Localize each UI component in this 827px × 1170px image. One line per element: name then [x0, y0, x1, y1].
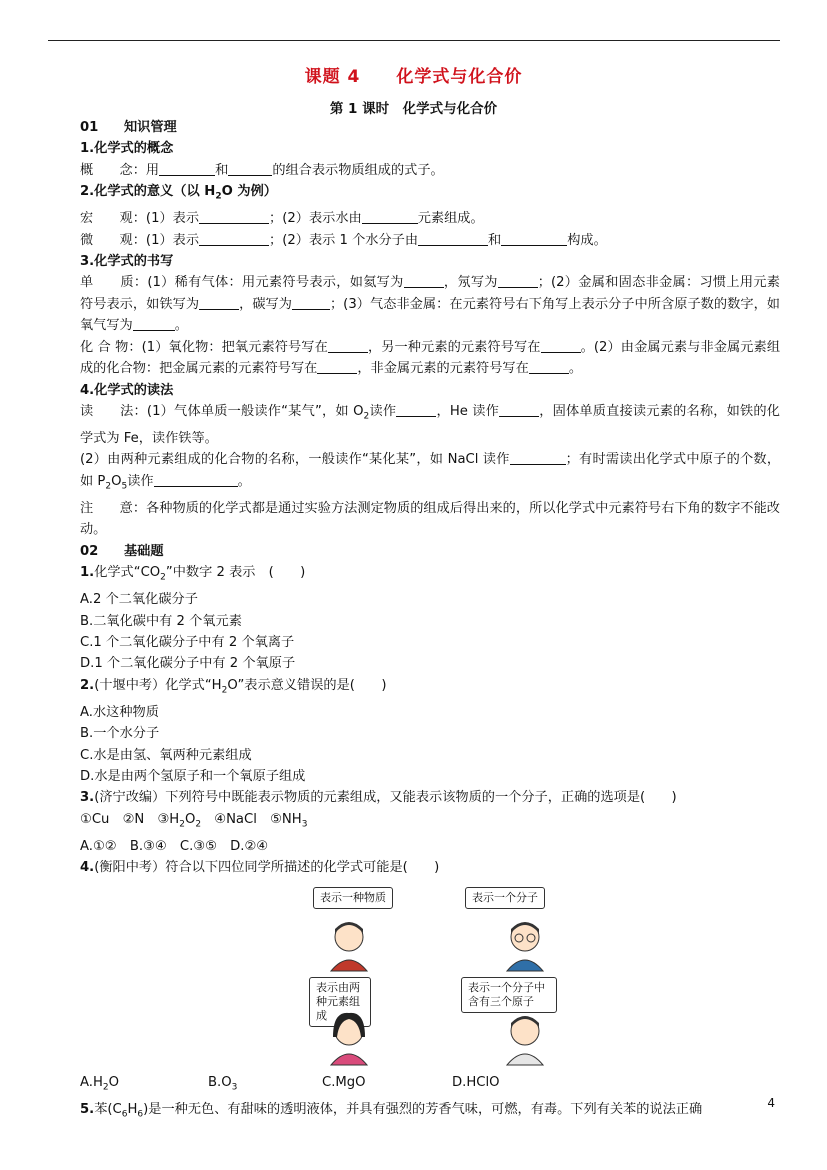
q3-options: A.①② B.③④ C.③⑤ D.②④ — [80, 838, 269, 854]
student-girl-icon — [319, 1007, 379, 1067]
k4-heading: 4.化学式的读法 — [80, 382, 174, 398]
q4-option-c: C.MgO — [322, 1074, 366, 1090]
q4-option-d: D.HClO — [452, 1074, 500, 1090]
k2-micro: 微 观：(1）表示 ；(2）表示 1 个水分子由 和 构成。 — [80, 232, 607, 248]
speech-bubble: 表示由两种元素组成 — [309, 977, 371, 1027]
q4-stem: 4.(衡阳中考）符合以下四位同学所描述的化学式可能是( ) — [80, 860, 440, 876]
q1-option-b: B.二氧化碳中有 2 个氧元素 — [80, 613, 242, 629]
page-subtitle: 第 1 课时 化学式与化合价 — [329, 101, 498, 117]
k3-heading: 3.化学式的书写 — [80, 254, 174, 270]
page-number: 4 — [767, 1096, 775, 1110]
q2-option-b: B.一个水分子 — [80, 726, 160, 742]
student-boy-icon — [319, 913, 379, 973]
k2-heading: 2.化学式的意义（以 $H_2O$ 为例） — [80, 184, 277, 202]
q1-option-c: C.1 个二氧化碳分子中有 2 个氧离子 — [80, 634, 295, 650]
q2-option-a: A.水这种物质 — [80, 704, 159, 720]
q1-option-a: A.2 个二氧化碳分子 — [80, 592, 198, 608]
q2-stem: 2.(十堰中考）化学式“$H_2O$”表示意义错误的是( ) — [80, 677, 387, 696]
k4-note: 注 意：各种物质的化学式都是通过实验方法测定物质的组成后得出来的，所以化学式中元素符号右下角的数字不能改动。 — [80, 500, 780, 538]
page-title: 课题 4 化学式与化合价 — [304, 67, 523, 87]
k1-heading: 1.化学式的概念 — [80, 141, 174, 157]
header-rule — [48, 40, 780, 41]
k4-para2: (2）由两种元素组成的化合物的名称，一般读作“某化某”，如 NaCl 读作 ；有时需读出化学式中原子的个数，如 $P_2O_5$读作 。 — [80, 452, 781, 492]
k1-line: 概 念：用 和 的组合表示物质组成的式子。 — [80, 162, 444, 178]
q5-stem: 5.苯$(C_6H_6)$是一种无色、有甜味的透明液体，并具有强烈的芳香气味，可燃，有毒。下列有关苯的说法正确 — [80, 1101, 703, 1120]
section-heading: 02 基础题 — [80, 543, 164, 559]
student-boy-glasses-icon — [495, 913, 555, 973]
k3-para2: 化 合 物：(1）氧化物：把氧元素符号写在 ，另一种元素的元素符号写在 。(2）由金属元素与非金属元素组成的化合物：把金属元素的元素符号写在 ，非金属元素的元素符号写在 。 — [80, 339, 781, 377]
q2-option-c: C.水是由氢、氧两种元素组成 — [80, 747, 252, 763]
section-heading: 01 知识管理 — [80, 120, 177, 135]
q1-option-d: D.1 个二氧化碳分子中有 2 个氧原子 — [80, 656, 296, 672]
speech-bubble: 表示一种物质 — [313, 887, 393, 909]
speech-bubble: 表示一个分子 — [465, 887, 545, 909]
k4-para1: 读 法：(1）气体单质一般读作“某气”，如 $O_2$读作 ，He 读作 ，固体单质直接读元素的名称，如铁的化学式为 Fe，读作铁等。 — [80, 403, 780, 446]
q4-option-a: $A.H_2O$ — [80, 1074, 120, 1093]
q4-figure — [305, 883, 555, 1068]
q4-option-b: $B.O_3$ — [208, 1074, 238, 1093]
q4-options — [80, 1072, 780, 1099]
document-body — [80, 117, 780, 1126]
q1-stem: 1.化学式“$CO_2$”中数字 2 表示 ( ) — [80, 565, 306, 583]
q3-stem: 3.(济宁改编）下列符号中既能表示物质的元素组成，又能表示该物质的一个分子，正确的选项是( ) — [80, 790, 677, 806]
q2-option-d: D.水是由两个氢原子和一个氧原子组成 — [80, 768, 306, 784]
k3-para1: 单 质：(1）稀有气体：用元素符号表示，如氦写为 ，氖写为 ；(2）金属和固态非金属：习惯上用元素符号表示，如铁写为 ，碳写为 ；(3）气态非金属：在元素符号右下角写上表示分子中所含原子数的数字，如氧气写为 。 — [80, 275, 780, 334]
q3-items: ①Cu ②N $③H_2O_2$ ④NaCl $⑤NH_3$ — [80, 811, 308, 830]
student-boy-icon — [495, 1007, 555, 1067]
k2-macro: 宏 观：(1）表示 ；(2）表示水由 元素组成。 — [80, 211, 484, 227]
speech-bubble: 表示一个分子中含有三个原子 — [461, 977, 557, 1013]
